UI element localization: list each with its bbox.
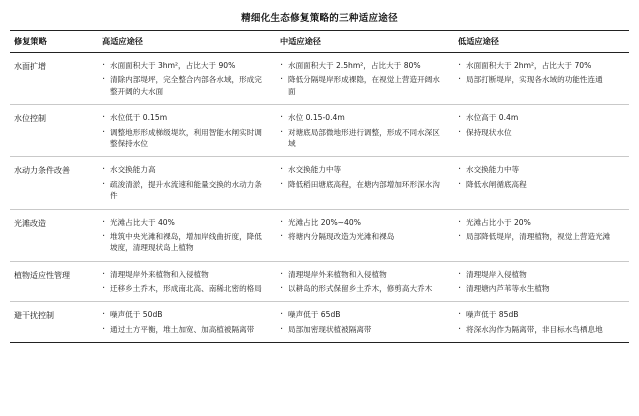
list-item: · 将深水沟作为隔离带，非目标水鸟栖息地 bbox=[458, 324, 619, 335]
strategy-table bbox=[10, 30, 629, 343]
item-list bbox=[280, 309, 442, 335]
table-body bbox=[10, 53, 629, 343]
item-list bbox=[458, 60, 619, 86]
row-label: 水动力条件改善 bbox=[10, 157, 96, 209]
list-item: · 调整地形形成梯级堤坎，利用智能水闸实时调整保持水位 bbox=[102, 127, 264, 150]
cell-high bbox=[96, 209, 274, 261]
table-header-row bbox=[10, 31, 629, 53]
item-list bbox=[458, 269, 619, 295]
cell-low bbox=[452, 302, 629, 343]
column-header-low: 低适应途径 bbox=[452, 31, 629, 53]
list-item: · 以耕岛的形式保留乡土乔木，修剪高大乔木 bbox=[280, 283, 442, 294]
list-item: · 局部打断堤岸，实现各水域的功能性连通 bbox=[458, 74, 619, 85]
item-list bbox=[280, 217, 442, 243]
list-item: · 水交换能力中等 bbox=[458, 164, 619, 175]
item-list bbox=[458, 309, 619, 335]
item-list bbox=[102, 309, 264, 335]
list-item: · 对塘底局部微地形进行调整，形成不同水深区域 bbox=[280, 127, 442, 150]
cell-low bbox=[452, 105, 629, 157]
list-item: · 迁移乡土乔木，形成南北高、南稀北密的格局 bbox=[102, 283, 264, 294]
page-title: 精细化生态修复策略的三种适应途径 bbox=[241, 13, 398, 24]
list-item: · 水交换能力中等 bbox=[280, 164, 442, 175]
cell-low bbox=[452, 53, 629, 105]
list-item: · 噪声低于 85dB bbox=[458, 309, 619, 320]
column-header-high: 高适应途径 bbox=[96, 31, 274, 53]
list-item: · 降低分隔堤岸形成裸隐，在视觉上营造开阔水面 bbox=[280, 74, 442, 97]
list-item: · 清理塘内芦苇等水生植物 bbox=[458, 283, 619, 294]
table-header bbox=[10, 31, 629, 53]
list-item: · 降低水闸循底高程 bbox=[458, 179, 619, 190]
item-list bbox=[102, 60, 264, 97]
item-list bbox=[458, 217, 619, 243]
item-list bbox=[280, 112, 442, 149]
item-list bbox=[102, 112, 264, 149]
list-item: · 噪声低于 65dB bbox=[280, 309, 442, 320]
row-label: 植物适应性管理 bbox=[10, 261, 96, 302]
list-item: · 光滩占比大于 40% bbox=[102, 217, 264, 228]
cell-medium bbox=[274, 209, 452, 261]
table-row bbox=[10, 105, 629, 157]
list-item: · 通过土方平衡，堆土加宽、加高植被隔离带 bbox=[102, 324, 264, 335]
table-row bbox=[10, 53, 629, 105]
item-list bbox=[102, 269, 264, 295]
cell-medium bbox=[274, 53, 452, 105]
cell-high bbox=[96, 302, 274, 343]
cell-high bbox=[96, 53, 274, 105]
item-list bbox=[280, 269, 442, 295]
cell-low bbox=[452, 209, 629, 261]
list-item: · 光滩占比小于 20% bbox=[458, 217, 619, 228]
list-item: · 水面面积大于 3hm²，占比大于 90% bbox=[102, 60, 264, 71]
list-item: · 水位 0.15-0.4m bbox=[280, 112, 442, 123]
list-item: · 将塘内分隔现改造为光滩和裸岛 bbox=[280, 231, 442, 242]
cell-high bbox=[96, 261, 274, 302]
table-row bbox=[10, 261, 629, 302]
cell-low bbox=[452, 157, 629, 209]
cell-medium bbox=[274, 261, 452, 302]
item-list bbox=[102, 164, 264, 201]
cell-medium bbox=[274, 105, 452, 157]
table-row bbox=[10, 157, 629, 209]
item-list bbox=[458, 164, 619, 190]
item-list bbox=[280, 164, 442, 190]
table-row bbox=[10, 302, 629, 343]
list-item: · 清理堤岸外来植物和入侵植物 bbox=[280, 269, 442, 280]
cell-high bbox=[96, 105, 274, 157]
list-item: · 水面面积大于 2hm²，占比大于 70% bbox=[458, 60, 619, 71]
list-item: · 水交换能力高 bbox=[102, 164, 264, 175]
cell-low bbox=[452, 261, 629, 302]
table-row bbox=[10, 209, 629, 261]
item-list bbox=[458, 112, 619, 138]
list-item: · 局部降低堤岸，清理植物，视觉上营造光滩 bbox=[458, 231, 619, 242]
item-list bbox=[102, 217, 264, 254]
list-item: · 水面面积大于 2.5hm²，占比大于 80% bbox=[280, 60, 442, 71]
item-list bbox=[280, 60, 442, 97]
list-item: · 清理堤岸外来植物和入侵植物 bbox=[102, 269, 264, 280]
list-item: · 疏浚清淤，提升水流速和能量交换的水动力条件 bbox=[102, 179, 264, 202]
cell-medium bbox=[274, 157, 452, 209]
cell-high bbox=[96, 157, 274, 209]
list-item: · 堆筑中央光滩和裸岛，增加岸线曲折度，降低坡度，清理现状岛上植物 bbox=[102, 231, 264, 254]
list-item: · 噪声低于 50dB bbox=[102, 309, 264, 320]
list-item: · 水位低于 0.15m bbox=[102, 112, 264, 123]
row-label: 水面扩增 bbox=[10, 53, 96, 105]
row-label: 水位控制 bbox=[10, 105, 96, 157]
cell-medium bbox=[274, 302, 452, 343]
list-item: · 清除内部堤坪，完全整合内部各水域，形成完整开阔的大水面 bbox=[102, 74, 264, 97]
list-item: · 水位高于 0.4m bbox=[458, 112, 619, 123]
row-label: 光滩改造 bbox=[10, 209, 96, 261]
list-item: · 清理堤岸入侵植物 bbox=[458, 269, 619, 280]
list-item: · 局部加密现状植被隔离带 bbox=[280, 324, 442, 335]
column-header-medium: 中适应途径 bbox=[274, 31, 452, 53]
row-label: 避干扰控制 bbox=[10, 302, 96, 343]
list-item: · 光滩占比 20%~40% bbox=[280, 217, 442, 228]
list-item: · 保持现状水位 bbox=[458, 127, 619, 138]
column-header-strategy: 修复策略 bbox=[10, 31, 96, 53]
list-item: · 降低稻田塘底高程，在塘内部增加环形深水沟 bbox=[280, 179, 442, 190]
